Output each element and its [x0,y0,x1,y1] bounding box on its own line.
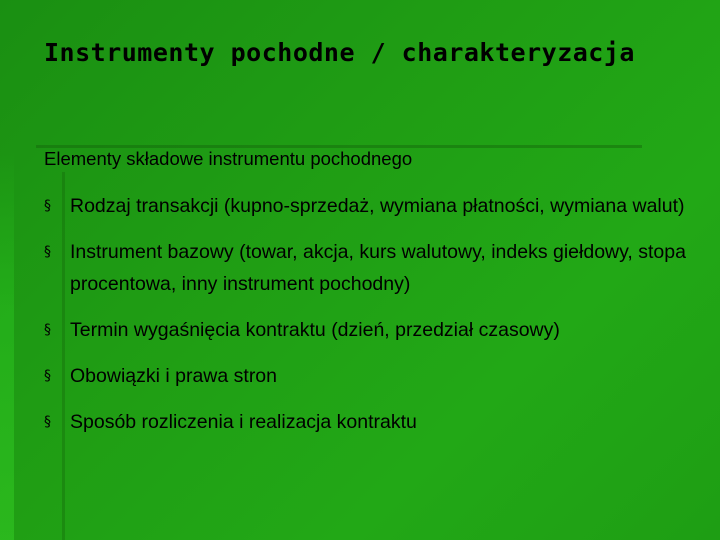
bullet-text: Instrument bazowy (towar, akcja, kurs walutowy, indeks giełdowy, stopa procentowa, inny instrument pochodny) [70,241,686,295]
bullet-marker-icon: § [44,368,51,384]
bullet-marker-icon: § [44,322,51,338]
bullet-marker-icon: § [44,414,51,430]
slide-subtitle: Elementy składowe instrumentu pochodnego [44,148,413,169]
bullet-marker-icon: § [44,198,51,214]
bullet-marker-icon: § [44,244,51,260]
bullet-item [44,314,694,346]
bullet-item [44,406,694,438]
bullet-text: Obowiązki i prawa stron [70,365,277,387]
bullet-text: Sposób rozliczenia i realizacja kontraktu [70,411,417,433]
bullet-item [44,360,694,392]
bullet-text: Termin wygaśnięcia kontraktu (dzień, przedział czasowy) [70,319,560,341]
bullet-text: Rodzaj transakcji (kupno-sprzedaż, wymiana płatności, wymiana walut) [70,195,685,217]
slide-title: Instrumenty pochodne / charakteryzacja [44,38,635,67]
decorative-bar-left [0,150,14,540]
bullet-item [44,190,694,222]
bullet-item [44,236,694,300]
bullet-list [44,190,694,452]
